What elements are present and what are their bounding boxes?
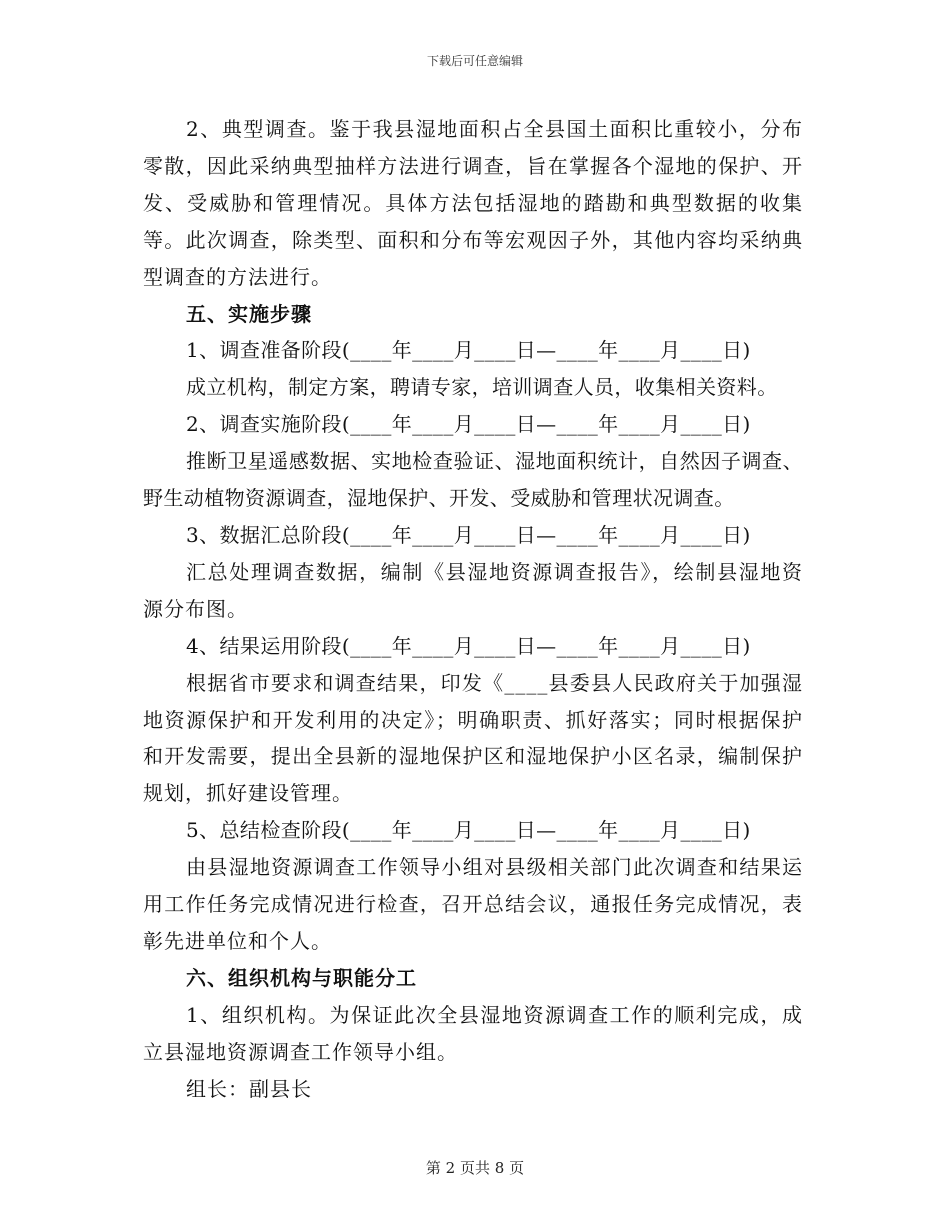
paragraph-review-details: 由县湿地资源调查工作领导小组对县级相关部门此次调查和结果运用工作任务完成情况进行检查，召开总结会议，通报任务完成情况，表彰先进单位和个人。 <box>143 855 803 953</box>
paragraph-organization-structure: 1、组织机构。为保证此次全县湿地资源调查工作的顺利完成，成立县湿地资源调查工作领导小组。 <box>143 1002 803 1064</box>
step-5-review: 5、总结检查阶段(____年____月____日—____年____月____日) <box>186 818 751 843</box>
document-body <box>143 111 803 1107</box>
paragraph-team-leader: 组长：副县长 <box>186 1076 312 1101</box>
paragraph-typical-survey: 2、典型调查。鉴于我县湿地面积占全县国土面积比重较小，分布零散，因此采纳典型抽样方法进行调查，旨在掌握各个湿地的保护、开发、受威胁和管理情况。具体方法包括湿地的踏勘和典型数据的收集等。此次调查，除类型、面积和分布等宏观因子外，其他内容均采纳典型调查的方法进行。 <box>143 117 803 289</box>
step-2-implementation: 2、调查实施阶段(____年____月____日—____年____月____日) <box>186 412 751 437</box>
paragraph-implementation-details: 推断卫星遥感数据、实地检查验证、湿地面积统计，自然因子调查、野生动植物资源调查，湿地保护、开发、受威胁和管理状况调查。 <box>143 449 803 511</box>
paragraph-preparation-details: 成立机构，制定方案，聘请专家，培训调查人员，收集相关资料。 <box>186 375 778 400</box>
step-1-preparation: 1、调查准备阶段(____年____月____日—____年____月____日) <box>186 338 751 363</box>
step-3-data-summary: 3、数据汇总阶段(____年____月____日—____年____月____日) <box>186 522 751 547</box>
section-heading-implementation-steps: 五、实施步骤 <box>186 301 312 326</box>
page-header: 下载后可任意编辑 <box>426 54 523 68</box>
page-footer: 第 2 页共 8 页 <box>425 1159 525 1177</box>
paragraph-data-summary-details: 汇总处理调查数据，编制《县湿地资源调查报告》，绘制县湿地资源分布图。 <box>143 559 803 621</box>
step-4-results-application: 4、结果运用阶段(____年____月____日—____年____月____日) <box>186 633 751 658</box>
paragraph-results-application-details: 根据省市要求和调查结果，印发《____县委县人民政府关于加强湿地资源保护和开发利用的决定》；明确职责、抓好落实；同时根据保护和开发需要，提出全县新的湿地保护区和湿地保护小区名录，编制保护规划，抓好建设管理。 <box>143 670 803 806</box>
section-heading-organization: 六、组织机构与职能分工 <box>186 965 417 990</box>
